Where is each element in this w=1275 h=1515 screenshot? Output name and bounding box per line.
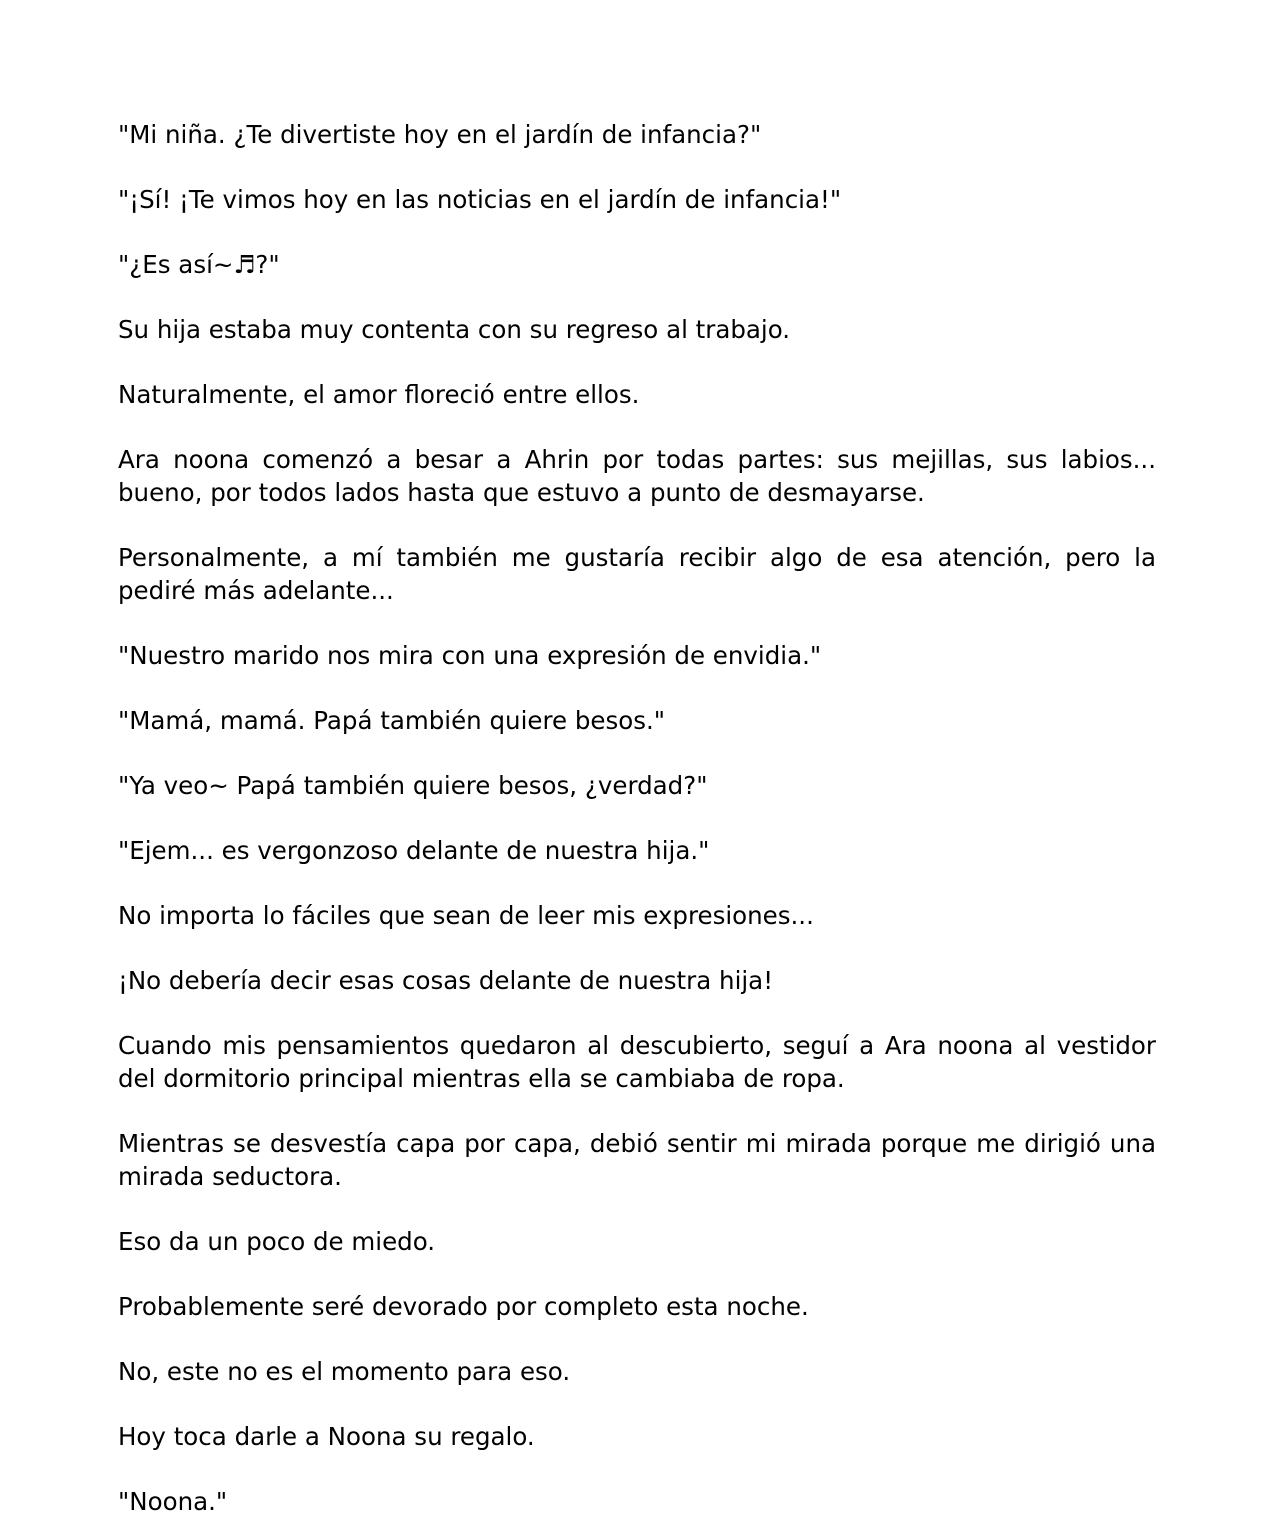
paragraph: Eso da un poco de miedo. [118, 1227, 436, 1256]
paragraph: "Noona." [118, 1487, 228, 1515]
paragraph: "Ejem... es vergonzoso delante de nuestra hija." [118, 836, 710, 865]
paragraph: Probablemente seré devorado por completo esta noche. [118, 1292, 809, 1321]
document-body [118, 118, 1164, 1515]
paragraph: "Ya veo~ Papá también quiere besos, ¿verdad?" [118, 771, 708, 800]
paragraph: Ara noona comenzó a besar a Ahrin por todas partes: sus mejillas, sus labios... bueno, por todos lados hasta que estuvo a punto de desmayarse. [118, 445, 1164, 507]
paragraph: Mientras se desvestía capa por capa, debió sentir mi mirada porque me dirigió una mirada seductora. [118, 1129, 1164, 1191]
paragraph: Naturalmente, el amor floreció entre ellos. [118, 380, 640, 409]
paragraph: No importa lo fáciles que sean de leer mis expresiones... [118, 901, 814, 930]
paragraph: Hoy toca darle a Noona su regalo. [118, 1422, 535, 1451]
paragraph: "¡Sí! ¡Te vimos hoy en las noticias en el jardín de infancia!" [118, 185, 842, 214]
paragraph: "Nuestro marido nos mira con una expresión de envidia." [118, 641, 822, 670]
paragraph: Personalmente, a mí también me gustaría recibir algo de esa atención, pero la pediré más adelante... [118, 543, 1164, 605]
paragraph: No, este no es el momento para eso. [118, 1357, 571, 1386]
paragraph: "Mamá, mamá. Papá también quiere besos." [118, 706, 666, 735]
paragraph: ¡No debería decir esas cosas delante de nuestra hija! [118, 966, 774, 995]
paragraph: "Mi niña. ¿Te divertiste hoy en el jardín de infancia?" [118, 120, 762, 149]
paragraph: "¿Es así~♬?" [118, 250, 280, 279]
paragraph: Su hija estaba muy contenta con su regreso al trabajo. [118, 315, 791, 344]
paragraph: Cuando mis pensamientos quedaron al descubierto, seguí a Ara noona al vestidor del dormitorio principal mientras ella se cambiaba de ropa. [118, 1031, 1164, 1093]
